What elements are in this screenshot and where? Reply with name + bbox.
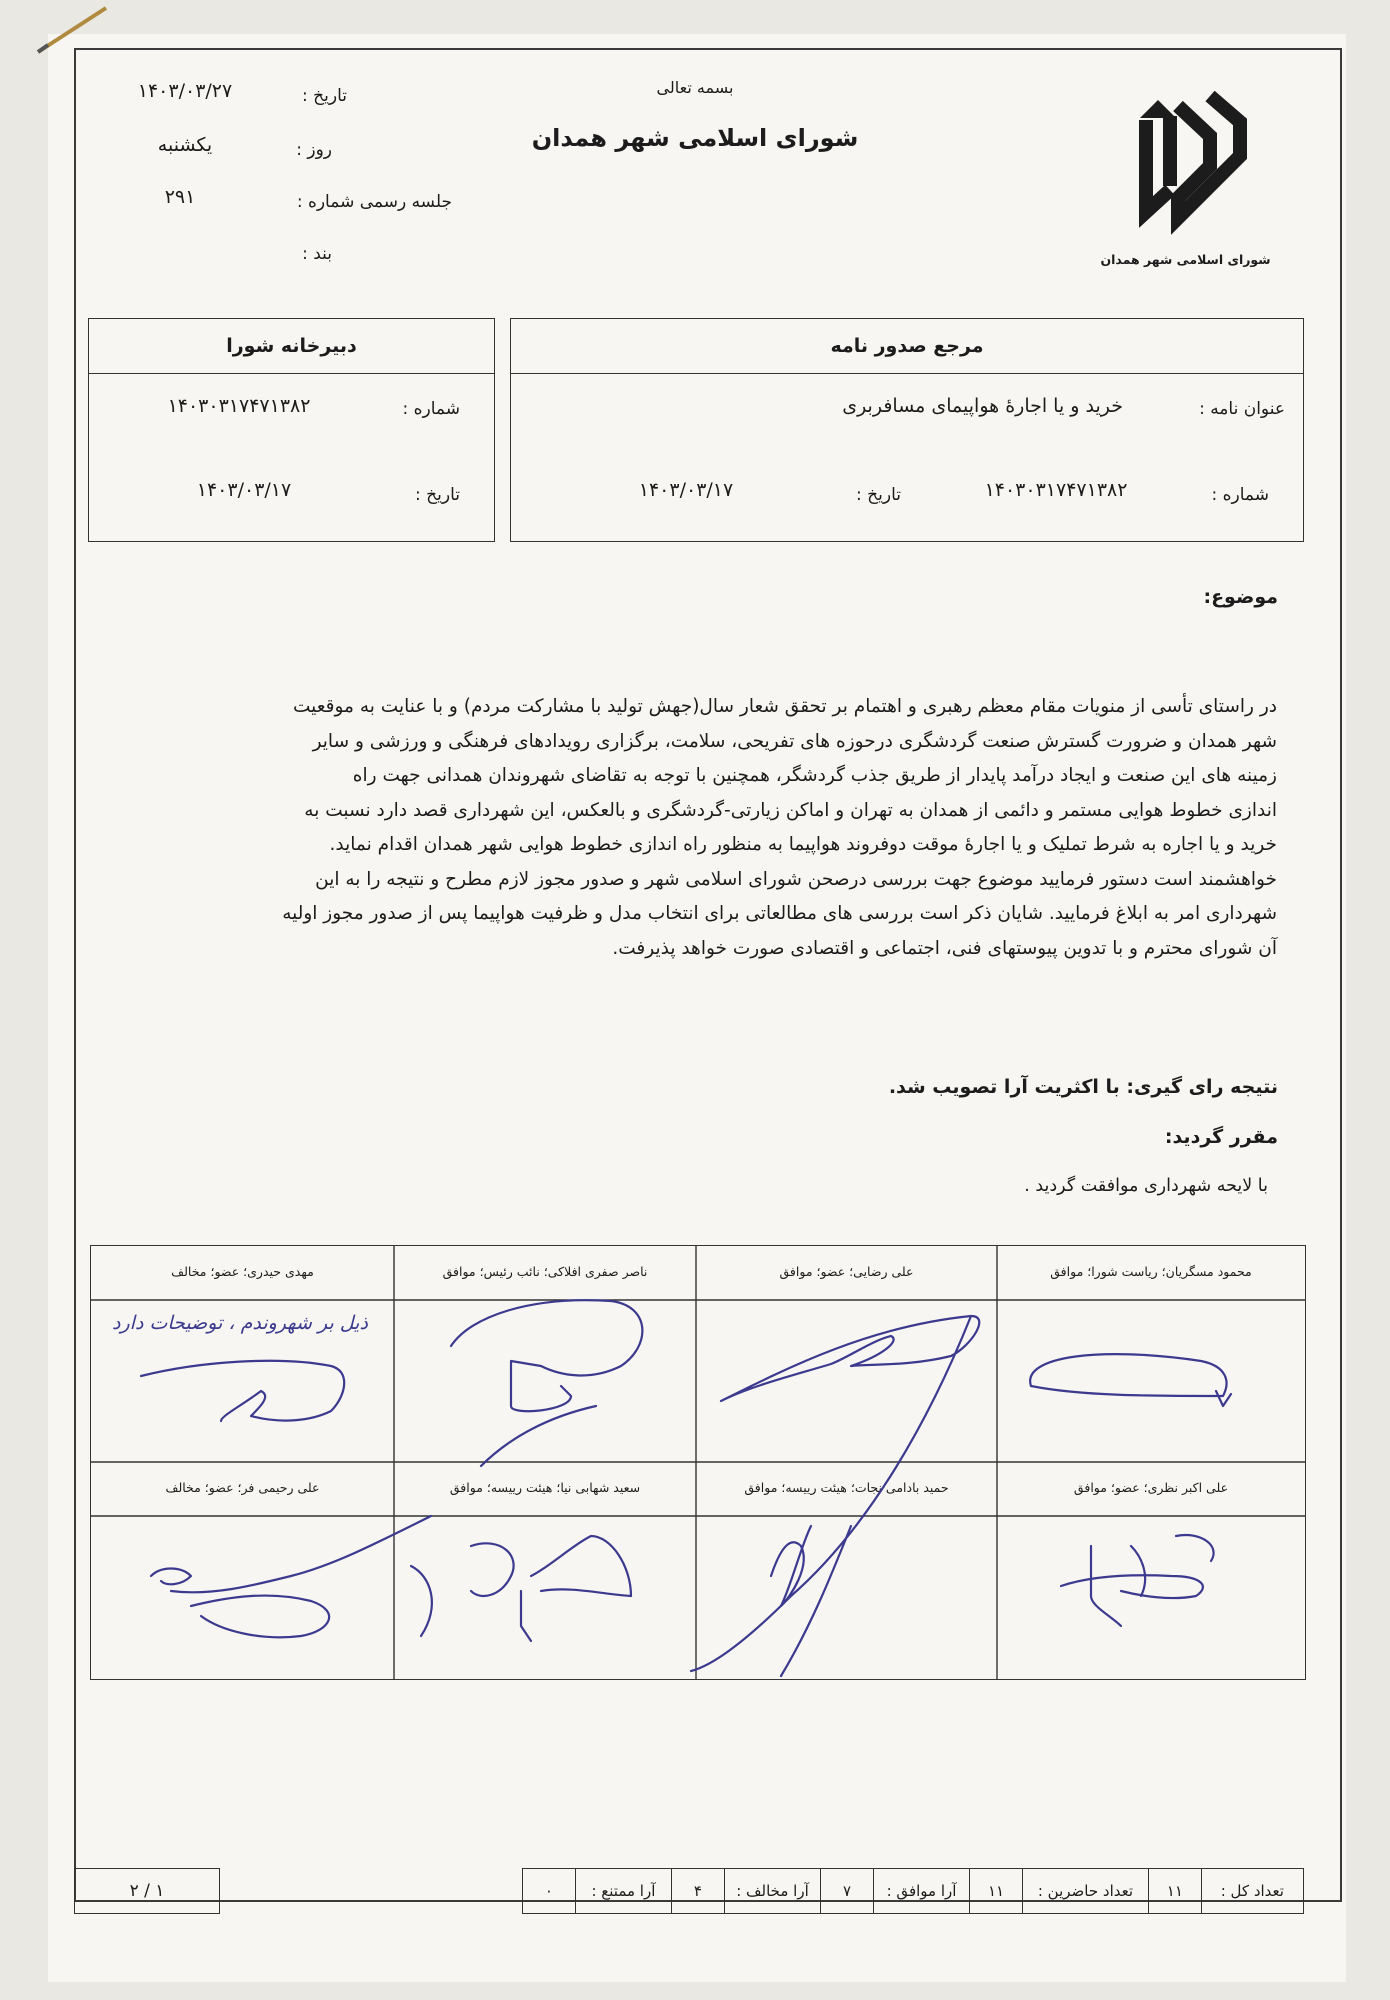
body-line: در راستای تأسی از منویات مقام معظم رهبری و اهتمام بر تحقق شعار سال(جهش تولید با مشارکت مردم) و با عنایت به موقعیت [292, 696, 1277, 717]
reference-number-value: ۱۴۰۳۰۳۱۷۴۷۱۳۸۲ [984, 479, 1128, 501]
total-label: تعداد کل : [1201, 1869, 1303, 1913]
signatory-name: محمود مسگریان؛ ریاست شورا؛ موافق [1050, 1264, 1252, 1279]
secretariat-box [88, 318, 495, 542]
day-label: روز : [296, 140, 332, 160]
secretariat-date-value: ۱۴۰۳/۰۳/۱۷ [196, 479, 292, 501]
letter-body [112, 690, 1277, 966]
body-line: زمینه های این صنعت و ایجاد درآمد پایدار از طریق جذب گردشگر، همچنین با توجه به تقاضای شهروندان همدانی جهت راه [352, 765, 1277, 786]
signature-mark [481, 1406, 596, 1466]
signatory-name: علی رضایی؛ عضو؛ موافق [779, 1264, 914, 1279]
logo-caption: شورای اسلامی شهر همدان [1100, 252, 1271, 267]
body-line: آن شورای محترم و با تدوین پیوستهای فنی، اجتماعی و اقتصادی صورت خواهد پذیرفت. [612, 937, 1277, 959]
total-value: ۱۱ [1148, 1869, 1201, 1913]
signature-mark [521, 1591, 531, 1641]
signatory-name: حمید بادامی نجات؛ هیئت رییسه؛ موافق [744, 1480, 949, 1495]
signature-mark [171, 1516, 431, 1592]
reference-subject-label: عنوان نامه : [1199, 399, 1285, 419]
present-value: ۱۱ [969, 1869, 1022, 1913]
signature-mark [691, 1316, 971, 1671]
signature-mark [1061, 1575, 1203, 1598]
signature-table [90, 1245, 1306, 1680]
clause-label: بند : [302, 244, 332, 264]
council-title: شورای اسلامی شهر همدان [531, 124, 859, 152]
session-label: جلسه رسمی شماره : [296, 192, 452, 212]
body-line: اندازی خطوط هوایی مستمر و دائمی از همدان به تهران و اماکن زیارتی-گردشگری و بالعکس، این شهرداری قصد دارد نسبت به [304, 799, 1277, 821]
reference-date-label: تاریخ : [856, 485, 901, 505]
signature-mark [531, 1536, 631, 1596]
signature-mark [151, 1569, 191, 1585]
signatures-drawing [91, 1246, 1305, 1679]
secretariat-number-label: شماره : [402, 399, 460, 419]
signatory-name: علی اکبر نظری؛ عضو؛ موافق [1073, 1480, 1229, 1495]
page-number: ۱ / ۲ [74, 1868, 220, 1914]
resolved-label: مقرر گردید: [1164, 1126, 1278, 1148]
reference-box [510, 318, 1304, 542]
reference-subject-value: خرید و یا اجارهٔ هواپیمای مسافربری [842, 395, 1123, 417]
reference-title: مرجع صدور نامه [511, 319, 1303, 374]
signature-mark [451, 1300, 642, 1411]
session-value: ۲۹۱ [164, 186, 196, 208]
signature-mark [191, 1596, 329, 1638]
pencil-icon [20, 0, 110, 60]
day-value: یکشنبه [157, 134, 213, 156]
bismillah: بسمه تعالی [656, 78, 734, 97]
signature-mark [1091, 1546, 1121, 1626]
signature-mark [1131, 1546, 1145, 1596]
reference-number-label: شماره : [1211, 485, 1269, 505]
oppose-label: آرا مخالف : [724, 1869, 820, 1913]
signatory-name: مهدی حیدری؛ عضو؛ مخالف [171, 1264, 314, 1279]
agree-label: آرا موافق : [873, 1869, 969, 1913]
secretariat-title: دبیرخانه شورا [89, 319, 494, 374]
vote-tally [522, 1868, 1304, 1914]
present-label: تعداد حاضرین : [1022, 1869, 1148, 1913]
reference-date-value: ۱۴۰۳/۰۳/۱۷ [638, 479, 734, 501]
signatory-name: ناصر صفری افلاکی؛ نائب رئیس؛ موافق [442, 1264, 648, 1279]
signature-mark [141, 1361, 344, 1421]
signatory-name: سعید شهابی نیا؛ هیئت رییسه؛ موافق [449, 1480, 641, 1495]
date-value: ۱۴۰۳/۰۳/۲۷ [137, 80, 233, 102]
abstain-value: ۰ [544, 1882, 553, 1900]
resolved-text: با لایحه شهرداری موافقت گردید . [1024, 1176, 1268, 1196]
secretariat-number-value: ۱۴۰۳۰۳۱۷۴۷۱۳۸۲ [167, 395, 311, 417]
secretariat-date-label: تاریخ : [415, 485, 460, 505]
topic-label: موضوع: [1203, 586, 1278, 608]
council-logo-icon [1118, 86, 1253, 246]
abstain-label: آرا ممتنع : [575, 1869, 671, 1913]
signature-mark [1176, 1535, 1214, 1561]
date-label: تاریخ : [302, 86, 347, 106]
body-line: شهر همدان و ضرورت گسترش صنعت گردشگری درحوزه های تفریحی، سلامت، برگزاری رویدادهای فرهنگی و ورزشی و سایر [312, 730, 1277, 752]
oppose-value: ۴ [671, 1869, 724, 1913]
signatory-name: علی رحیمی فر؛ عضو؛ مخالف [165, 1480, 320, 1495]
signature-mark [771, 1526, 811, 1606]
signature-mark [721, 1316, 979, 1401]
signature-mark [1030, 1354, 1226, 1396]
body-line: شهرداری امر به ابلاغ فرمایید. شایان ذکر است بررسی های مطالعاتی برای انتخاب مدل و ظرفیت هواپیما پس از صدور مجوز اولیه [282, 903, 1277, 924]
vote-result: نتیجه رای گیری: با اکثریت آرا تصویب شد. [888, 1076, 1278, 1098]
signature-mark [781, 1526, 851, 1676]
handwritten-note: ذیل بر شهروندم ، توضیحات دارد [112, 1312, 368, 1334]
signature-mark [471, 1543, 514, 1596]
body-line: خرید و یا اجاره به شرط تملیک و یا اجارهٔ موقت دوفروند هواپیما به منظور راه اندازی خطوط هوایی شهر همدان اقدام نماید. [329, 834, 1277, 855]
signature-mark [411, 1566, 432, 1636]
body-line: خواهشمند است دستور فرمایید موضوع جهت بررسی درصحن شورای اسلامی شهر و صدور مجوز لازم مطرح و نتیجه را به این [315, 868, 1277, 890]
agree-value: ۷ [820, 1869, 873, 1913]
